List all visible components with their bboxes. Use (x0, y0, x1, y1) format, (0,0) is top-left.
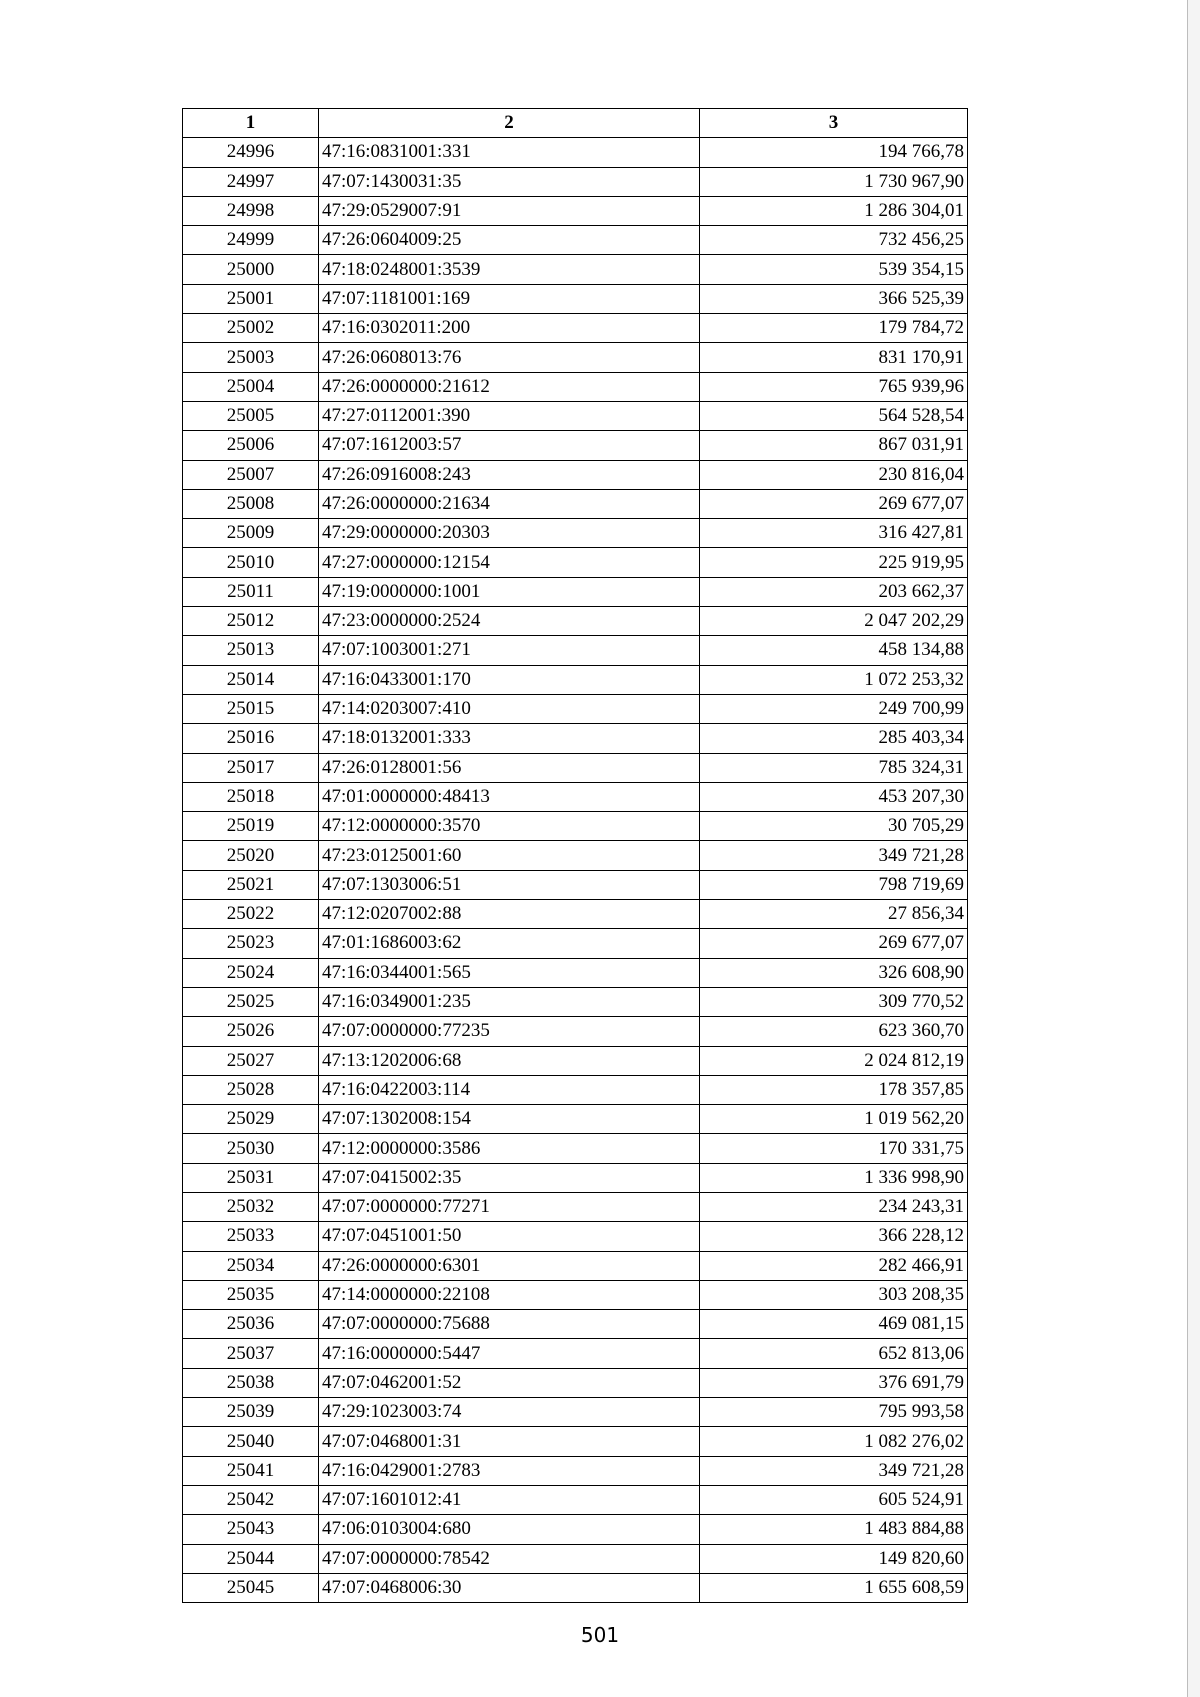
cadastral-number-cell: 47:27:0000000:12154 (319, 548, 700, 577)
table-row (183, 1251, 968, 1280)
cadastral-value-cell: 1 082 276,02 (700, 1427, 968, 1456)
cadastral-number-cell: 47:07:0000000:78542 (319, 1544, 700, 1573)
cadastral-value-cell: 831 170,91 (700, 343, 968, 372)
table-row (183, 1105, 968, 1134)
table-row (183, 1485, 968, 1514)
table-row (183, 1515, 968, 1544)
row-number-cell: 25036 (183, 1310, 319, 1339)
row-number-cell: 25004 (183, 372, 319, 401)
cadastral-value-cell: 376 691,79 (700, 1368, 968, 1397)
cadastral-value-cell: 623 360,70 (700, 1017, 968, 1046)
table-row (183, 519, 968, 548)
cadastral-value-cell: 179 784,72 (700, 314, 968, 343)
row-number-cell: 25001 (183, 284, 319, 313)
cadastral-value-cell: 194 766,78 (700, 138, 968, 167)
row-number-cell: 25021 (183, 870, 319, 899)
table-row (183, 782, 968, 811)
cadastral-value-cell: 795 993,58 (700, 1398, 968, 1427)
cadastral-value-cell: 203 662,37 (700, 577, 968, 606)
cadastral-number-cell: 47:14:0203007:410 (319, 694, 700, 723)
table-row (183, 460, 968, 489)
cadastral-number-cell: 47:16:0349001:235 (319, 987, 700, 1016)
row-number-cell: 25037 (183, 1339, 319, 1368)
cadastral-value-cell: 27 856,34 (700, 900, 968, 929)
row-number-cell: 25025 (183, 987, 319, 1016)
cadastral-number-cell: 47:23:0000000:2524 (319, 607, 700, 636)
table-row (183, 548, 968, 577)
cadastral-value-cell: 2 047 202,29 (700, 607, 968, 636)
table-row (183, 958, 968, 987)
cadastral-number-cell: 47:01:1686003:62 (319, 929, 700, 958)
table-row (183, 1456, 968, 1485)
row-number-cell: 25030 (183, 1134, 319, 1163)
row-number-cell: 25045 (183, 1573, 319, 1602)
row-number-cell: 25006 (183, 431, 319, 460)
cadastral-number-cell: 47:07:0451001:50 (319, 1222, 700, 1251)
cadastral-value-cell: 234 243,31 (700, 1192, 968, 1221)
table-row (183, 1017, 968, 1046)
row-number-cell: 25027 (183, 1046, 319, 1075)
row-number-cell: 25034 (183, 1251, 319, 1280)
cadastral-number-cell: 47:16:0000000:5447 (319, 1339, 700, 1368)
cadastral-value-cell: 282 466,91 (700, 1251, 968, 1280)
row-number-cell: 25000 (183, 255, 319, 284)
row-number-cell: 25017 (183, 753, 319, 782)
cadastral-value-cell: 1 072 253,32 (700, 665, 968, 694)
cadastral-value-cell: 316 427,81 (700, 519, 968, 548)
table-row (183, 372, 968, 401)
cadastral-number-cell: 47:16:0344001:565 (319, 958, 700, 987)
row-number-cell: 25041 (183, 1456, 319, 1485)
cadastral-value-cell: 1 483 884,88 (700, 1515, 968, 1544)
page-edge (1187, 0, 1200, 1697)
row-number-cell: 25020 (183, 841, 319, 870)
cadastral-value-cell: 230 816,04 (700, 460, 968, 489)
cadastral-value-cell: 1 019 562,20 (700, 1105, 968, 1134)
row-number-cell: 25039 (183, 1398, 319, 1427)
table-row (183, 1398, 968, 1427)
table-row (183, 1192, 968, 1221)
table-row (183, 1075, 968, 1104)
table-row (183, 1280, 968, 1309)
row-number-cell: 25014 (183, 665, 319, 694)
row-number-cell: 25015 (183, 694, 319, 723)
cadastral-number-cell: 47:07:1601012:41 (319, 1485, 700, 1514)
cadastral-number-cell: 47:07:1612003:57 (319, 431, 700, 460)
cadastral-value-cell: 765 939,96 (700, 372, 968, 401)
cadastral-value-cell: 366 525,39 (700, 284, 968, 313)
cadastral-value-cell: 1 730 967,90 (700, 167, 968, 196)
table-row (183, 694, 968, 723)
cadastral-value-cell: 652 813,06 (700, 1339, 968, 1368)
row-number-cell: 25031 (183, 1163, 319, 1192)
cadastral-value-cell: 564 528,54 (700, 401, 968, 430)
cadastral-number-cell: 47:16:0433001:170 (319, 665, 700, 694)
cadastral-value-cell: 349 721,28 (700, 841, 968, 870)
row-number-cell: 25007 (183, 460, 319, 489)
cadastral-value-cell: 2 024 812,19 (700, 1046, 968, 1075)
table-row (183, 812, 968, 841)
cadastral-number-cell: 47:07:0468001:31 (319, 1427, 700, 1456)
cadastral-value-cell: 309 770,52 (700, 987, 968, 1016)
table-row (183, 724, 968, 753)
cadastral-number-cell: 47:18:0132001:333 (319, 724, 700, 753)
cadastral-number-cell: 47:29:0000000:20303 (319, 519, 700, 548)
row-number-cell: 25042 (183, 1485, 319, 1514)
cadastral-value-cell: 867 031,91 (700, 431, 968, 460)
cadastral-number-cell: 47:07:0462001:52 (319, 1368, 700, 1397)
table-row (183, 226, 968, 255)
page-number: 501 (580, 1623, 620, 1647)
cadastral-value-cell: 349 721,28 (700, 1456, 968, 1485)
table-row (183, 489, 968, 518)
cadastral-value-cell: 249 700,99 (700, 694, 968, 723)
row-number-cell: 25003 (183, 343, 319, 372)
table-row (183, 929, 968, 958)
table-row (183, 900, 968, 929)
cadastral-number-cell: 47:07:0000000:77271 (319, 1192, 700, 1221)
row-number-cell: 24997 (183, 167, 319, 196)
table-row (183, 1310, 968, 1339)
cadastral-number-cell: 47:16:0422003:114 (319, 1075, 700, 1104)
cadastral-value-cell: 303 208,35 (700, 1280, 968, 1309)
row-number-cell: 25011 (183, 577, 319, 606)
table-body (183, 138, 968, 1603)
column-header-value: 3 (700, 109, 968, 138)
table-row (183, 1368, 968, 1397)
cadastral-value-cell: 30 705,29 (700, 812, 968, 841)
cadastral-value-cell: 1 286 304,01 (700, 196, 968, 225)
table-row (183, 138, 968, 167)
cadastral-number-cell: 47:26:0916008:243 (319, 460, 700, 489)
cadastral-number-cell: 47:07:0468006:30 (319, 1573, 700, 1602)
cadastral-value-cell: 285 403,34 (700, 724, 968, 753)
cadastral-value-cell: 326 608,90 (700, 958, 968, 987)
cadastral-number-cell: 47:01:0000000:48413 (319, 782, 700, 811)
table-row (183, 1046, 968, 1075)
cadastral-number-cell: 47:19:0000000:1001 (319, 577, 700, 606)
table-row (183, 1573, 968, 1602)
cadastral-number-cell: 47:27:0112001:390 (319, 401, 700, 430)
table-row (183, 1544, 968, 1573)
cadastral-number-cell: 47:26:0604009:25 (319, 226, 700, 255)
cadastral-number-cell: 47:29:1023003:74 (319, 1398, 700, 1427)
row-number-cell: 25005 (183, 401, 319, 430)
cadastral-value-cell: 269 677,07 (700, 489, 968, 518)
cadastral-value-cell: 539 354,15 (700, 255, 968, 284)
cadastral-number-cell: 47:07:0415002:35 (319, 1163, 700, 1192)
cadastral-value-cell: 605 524,91 (700, 1485, 968, 1514)
cadastral-number-cell: 47:06:0103004:680 (319, 1515, 700, 1544)
table-row (183, 1222, 968, 1251)
cadastral-number-cell: 47:16:0302011:200 (319, 314, 700, 343)
cadastral-number-cell: 47:12:0000000:3586 (319, 1134, 700, 1163)
cadastral-number-cell: 47:26:0000000:6301 (319, 1251, 700, 1280)
cadastral-number-cell: 47:12:0000000:3570 (319, 812, 700, 841)
row-number-cell: 25026 (183, 1017, 319, 1046)
cadastral-value-cell: 453 207,30 (700, 782, 968, 811)
cadastral-value-cell: 269 677,07 (700, 929, 968, 958)
cadastral-number-cell: 47:12:0207002:88 (319, 900, 700, 929)
row-number-cell: 25032 (183, 1192, 319, 1221)
row-number-cell: 25019 (183, 812, 319, 841)
table-row (183, 1427, 968, 1456)
cadastral-number-cell: 47:23:0125001:60 (319, 841, 700, 870)
cadastral-value-cell: 798 719,69 (700, 870, 968, 899)
cadastral-value-cell: 225 919,95 (700, 548, 968, 577)
table-header-row (183, 109, 968, 138)
row-number-cell: 25044 (183, 1544, 319, 1573)
row-number-cell: 25013 (183, 636, 319, 665)
cadastral-number-cell: 47:07:0000000:77235 (319, 1017, 700, 1046)
table-row (183, 401, 968, 430)
table-row (183, 1163, 968, 1192)
row-number-cell: 25038 (183, 1368, 319, 1397)
cadastral-number-cell: 47:16:0831001:331 (319, 138, 700, 167)
table-row (183, 987, 968, 1016)
row-number-cell: 25023 (183, 929, 319, 958)
cadastral-value-cell: 1 655 608,59 (700, 1573, 968, 1602)
cadastral-number-cell: 47:14:0000000:22108 (319, 1280, 700, 1309)
row-number-cell: 25012 (183, 607, 319, 636)
table-row (183, 196, 968, 225)
cadastral-value-cell: 785 324,31 (700, 753, 968, 782)
cadastral-number-cell: 47:07:1181001:169 (319, 284, 700, 313)
row-number-cell: 24996 (183, 138, 319, 167)
row-number-cell: 25029 (183, 1105, 319, 1134)
table-row (183, 1339, 968, 1368)
table-row (183, 607, 968, 636)
column-header-number: 1 (183, 109, 319, 138)
row-number-cell: 25035 (183, 1280, 319, 1309)
table-row (183, 665, 968, 694)
cadastral-value-cell: 178 357,85 (700, 1075, 968, 1104)
table-row (183, 1134, 968, 1163)
cadastral-number-cell: 47:07:1430031:35 (319, 167, 700, 196)
cadastral-value-cell: 469 081,15 (700, 1310, 968, 1339)
table-row (183, 314, 968, 343)
table-row (183, 431, 968, 460)
row-number-cell: 25024 (183, 958, 319, 987)
cadastral-value-cell: 458 134,88 (700, 636, 968, 665)
row-number-cell: 25010 (183, 548, 319, 577)
cadastral-number-cell: 47:26:0608013:76 (319, 343, 700, 372)
cadastral-number-cell: 47:29:0529007:91 (319, 196, 700, 225)
table-row (183, 343, 968, 372)
cadastral-number-cell: 47:13:1202006:68 (319, 1046, 700, 1075)
row-number-cell: 24999 (183, 226, 319, 255)
table-row (183, 636, 968, 665)
cadastral-value-cell: 732 456,25 (700, 226, 968, 255)
row-number-cell: 25008 (183, 489, 319, 518)
cadastral-value-cell: 366 228,12 (700, 1222, 968, 1251)
table-row (183, 753, 968, 782)
row-number-cell: 25028 (183, 1075, 319, 1104)
table-row (183, 284, 968, 313)
cadastral-number-cell: 47:07:1302008:154 (319, 1105, 700, 1134)
cadastral-value-cell: 149 820,60 (700, 1544, 968, 1573)
cadastral-value-table (182, 108, 968, 1603)
row-number-cell: 24998 (183, 196, 319, 225)
row-number-cell: 25018 (183, 782, 319, 811)
cadastral-number-cell: 47:18:0248001:3539 (319, 255, 700, 284)
row-number-cell: 25033 (183, 1222, 319, 1251)
cadastral-number-cell: 47:26:0000000:21612 (319, 372, 700, 401)
table-row (183, 255, 968, 284)
row-number-cell: 25022 (183, 900, 319, 929)
table-row (183, 841, 968, 870)
table-row (183, 870, 968, 899)
row-number-cell: 25002 (183, 314, 319, 343)
cadastral-value-cell: 1 336 998,90 (700, 1163, 968, 1192)
cadastral-number-cell: 47:16:0429001:2783 (319, 1456, 700, 1485)
cadastral-number-cell: 47:26:0000000:21634 (319, 489, 700, 518)
column-header-cadastral-number: 2 (319, 109, 700, 138)
cadastral-value-cell: 170 331,75 (700, 1134, 968, 1163)
cadastral-number-cell: 47:07:1303006:51 (319, 870, 700, 899)
table-row (183, 577, 968, 606)
cadastral-number-cell: 47:07:0000000:75688 (319, 1310, 700, 1339)
row-number-cell: 25043 (183, 1515, 319, 1544)
cadastral-number-cell: 47:07:1003001:271 (319, 636, 700, 665)
cadastral-number-cell: 47:26:0128001:56 (319, 753, 700, 782)
row-number-cell: 25016 (183, 724, 319, 753)
row-number-cell: 25040 (183, 1427, 319, 1456)
table-row (183, 167, 968, 196)
row-number-cell: 25009 (183, 519, 319, 548)
